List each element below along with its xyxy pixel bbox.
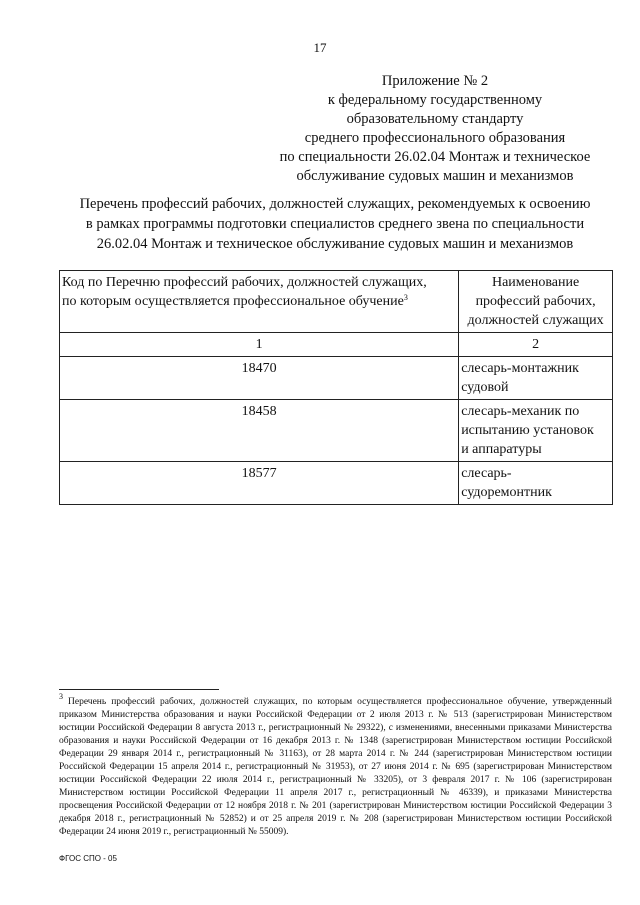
profession-name-line: слесарь- bbox=[461, 466, 512, 481]
header-code-line1: Код по Перечню профессий рабочих, должностей служащих, bbox=[62, 275, 427, 290]
profession-name bbox=[459, 400, 613, 462]
footer-document-code: ФГОС СПО - 05 bbox=[59, 854, 117, 863]
appendix-line: Приложение № 2 bbox=[381, 73, 489, 89]
table-row bbox=[60, 400, 613, 462]
page-number: 17 bbox=[313, 40, 327, 55]
table-row bbox=[60, 357, 613, 400]
profession-name-line: слесарь-механик по bbox=[461, 404, 580, 419]
column-number-1: 1 bbox=[60, 333, 459, 357]
profession-name-line: слесарь-монтажник bbox=[461, 361, 579, 376]
appendix-line: по специальности 26.02.04 Монтаж и техническое bbox=[279, 149, 591, 165]
header-name-line1: Наименование bbox=[491, 275, 580, 290]
table-row bbox=[60, 462, 613, 505]
profession-name bbox=[459, 462, 613, 505]
profession-name-line: судоремонтник bbox=[461, 485, 552, 500]
table-header-row bbox=[60, 271, 613, 333]
header-name-cell bbox=[459, 271, 613, 333]
header-code-cell bbox=[60, 271, 459, 333]
table-numbering-row bbox=[60, 333, 613, 357]
header-code-line2 bbox=[62, 292, 456, 311]
column-number-2: 2 bbox=[459, 333, 613, 357]
footnote-text: Перечень профессий рабочих, должностей служащих, по которым осуществляется профессиональное обучение, утвержденный приказом Министерства образования и науки Российской Федерации от 2 июля 2013 г. № 513 (зарегистрирован Министерством юстиции Российской Федерации 8 августа 2013 г., регистрационный № 29322), с изменениями, внесенными приказами Министерства образования и науки Российской Федерации от 16 декабря 2013 г. № 1348 (зарегистрирован Министерством юстиции Российской Федерации 29 января 2014 г., регистрационный № 31163), от 28 марта 2014 г. № 244 (зарегистрирован Министерством юстиции Российской Федерации 15 апреля 2014 г., регистрационный № 31953), от 27 июня 2014 г. № 695 (зарегистрирован Министерством юстиции Российской Федерации 22 июля 2014 г., регистрационный № 33205), от 3 февраля 2017 г. № 106 (зарегистрирован Министерством юстиции Российской Федерации 11 апреля 2017 г., регистрационный № 46339), и приказами Министерства просвещения Российской Федерации от 12 ноября 2018 г. № 201 (зарегистрирован Министерством юстиции Российской Федерации 3 декабря 2018 г., регистрационный № 52852) и от 25 апреля 2019 г. № 208 (зарегистрирован Министерством юстиции Российской Федерации 24 июня 2019 г., регистрационный № 55009). bbox=[59, 697, 612, 837]
profession-code: 18470 bbox=[60, 357, 459, 400]
profession-name-line: и аппаратуры bbox=[461, 442, 542, 457]
header-name-line3: должностей служащих bbox=[467, 313, 604, 328]
profession-name bbox=[459, 357, 613, 400]
document-title bbox=[50, 194, 620, 254]
header-name-line2: профессий рабочих, bbox=[475, 294, 596, 309]
profession-name-line: судовой bbox=[461, 380, 509, 395]
appendix-header bbox=[250, 72, 620, 186]
footnote-reference: 3 bbox=[403, 293, 408, 302]
title-line: Перечень профессий рабочих, должностей служащих, рекомендуемых к освоению bbox=[79, 196, 591, 212]
title-line: 26.02.04 Монтаж и техническое обслуживание судовых машин и механизмов bbox=[96, 236, 574, 252]
profession-code: 18458 bbox=[60, 400, 459, 462]
footnote-mark: 3 bbox=[59, 692, 63, 701]
profession-code: 18577 bbox=[60, 462, 459, 505]
header-code-line2-text: по которым осуществляется профессиональное обучение bbox=[62, 294, 404, 309]
professions-table bbox=[59, 270, 613, 505]
appendix-line: среднего профессионального образования bbox=[304, 130, 566, 146]
footnote bbox=[59, 692, 612, 839]
footnote-divider bbox=[59, 689, 219, 690]
title-line: в рамках программы подготовки специалистов среднего звена по специальности bbox=[85, 216, 585, 232]
appendix-line: к федеральному государственному bbox=[327, 92, 543, 108]
profession-name-line: испытанию установок bbox=[461, 423, 594, 438]
appendix-line: образовательному стандарту bbox=[346, 111, 524, 127]
appendix-line: обслуживание судовых машин и механизмов bbox=[296, 168, 574, 184]
